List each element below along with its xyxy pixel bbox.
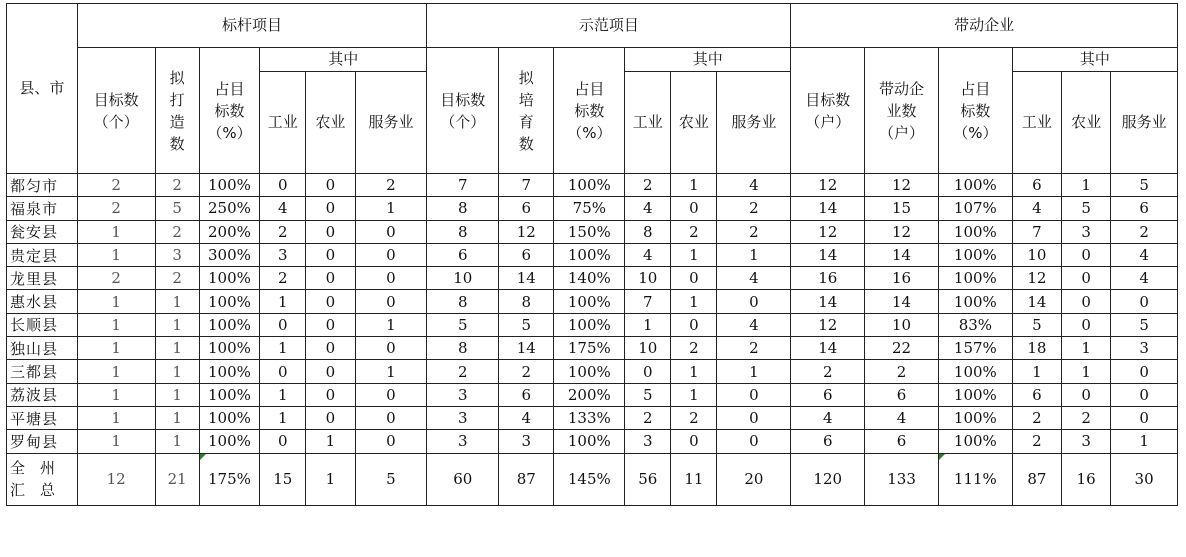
value-cell: 1 — [77, 220, 155, 243]
value-cell: 140% — [554, 267, 625, 290]
total-county-line: 汇 总 — [10, 481, 56, 500]
value-cell: 100% — [938, 360, 1012, 383]
value-cell: 5 — [499, 313, 554, 336]
value-cell: 1 — [77, 313, 155, 336]
value-cell: 83% — [938, 313, 1012, 336]
value-cell: 2 — [671, 337, 717, 360]
county-cell: 瓮安县 — [7, 220, 78, 243]
value-cell: 8 — [427, 220, 499, 243]
demo-agriculture-header: 农业 — [671, 72, 717, 174]
value-cell: 1 — [155, 337, 199, 360]
value-cell: 5 — [427, 313, 499, 336]
value-cell: 100% — [199, 337, 259, 360]
value-cell: 175% — [199, 453, 259, 505]
value-cell: 3 — [427, 406, 499, 429]
value-cell: 2 — [671, 220, 717, 243]
value-cell: 0 — [306, 290, 355, 313]
value-cell: 1 — [155, 430, 199, 453]
table-row — [7, 174, 1178, 197]
value-cell: 0 — [671, 430, 717, 453]
value-cell: 2 — [1012, 430, 1061, 453]
value-cell: 100% — [938, 383, 1012, 406]
value-cell: 1 — [671, 290, 717, 313]
value-cell: 4 — [1111, 243, 1178, 266]
value-cell: 12 — [791, 313, 865, 336]
value-cell: 6 — [1012, 383, 1061, 406]
value-cell: 2 — [77, 267, 155, 290]
benchmark-industry-header: 工业 — [260, 72, 306, 174]
value-cell: 1 — [155, 406, 199, 429]
value-cell: 0 — [1061, 383, 1110, 406]
value-cell: 2 — [865, 360, 939, 383]
value-cell: 1 — [155, 383, 199, 406]
value-cell: 0 — [306, 383, 355, 406]
benchmark-pct-header: 占目 标数 （%） — [199, 48, 259, 174]
value-cell: 0 — [1111, 290, 1178, 313]
value-cell: 100% — [938, 267, 1012, 290]
value-cell: 0 — [671, 197, 717, 220]
value-cell: 0 — [355, 406, 427, 429]
value-cell: 1 — [260, 337, 306, 360]
value-cell: 1 — [671, 174, 717, 197]
value-cell: 0 — [355, 267, 427, 290]
value-cell: 3 — [1061, 220, 1110, 243]
value-cell: 12 — [865, 220, 939, 243]
value-cell: 56 — [625, 453, 671, 505]
value-cell: 2 — [77, 197, 155, 220]
group-header-demo: 示范项目 — [427, 4, 791, 48]
value-cell: 0 — [355, 290, 427, 313]
value-cell: 0 — [306, 313, 355, 336]
value-cell: 0 — [717, 430, 791, 453]
county-cell: 独山县 — [7, 337, 78, 360]
value-cell: 10 — [427, 267, 499, 290]
value-cell: 100% — [554, 313, 625, 336]
value-cell: 100% — [199, 290, 259, 313]
value-cell: 0 — [306, 267, 355, 290]
value-cell: 8 — [499, 290, 554, 313]
county-cell: 平塘县 — [7, 406, 78, 429]
value-cell: 1 — [155, 313, 199, 336]
table-row — [7, 406, 1178, 429]
value-cell: 0 — [355, 430, 427, 453]
value-cell: 1 — [671, 360, 717, 383]
value-cell: 1 — [671, 383, 717, 406]
value-cell: 111% — [938, 453, 1012, 505]
value-cell: 14 — [791, 197, 865, 220]
value-cell: 1 — [77, 406, 155, 429]
value-cell: 87 — [1012, 453, 1061, 505]
value-cell: 2 — [155, 220, 199, 243]
value-cell: 1 — [1111, 430, 1178, 453]
value-cell: 2 — [625, 406, 671, 429]
table-body — [7, 174, 1178, 506]
county-cell: 龙里县 — [7, 267, 78, 290]
demo-planned-header: 拟 培 育 数 — [499, 48, 554, 174]
value-cell: 0 — [306, 197, 355, 220]
value-cell: 1 — [1012, 360, 1061, 383]
cell-comment-marker — [939, 454, 945, 460]
value-cell: 2 — [1111, 220, 1178, 243]
value-cell: 133 — [865, 453, 939, 505]
value-cell: 15 — [865, 197, 939, 220]
value-cell: 2 — [260, 267, 306, 290]
value-cell: 250% — [199, 197, 259, 220]
value-cell: 14 — [791, 290, 865, 313]
value-cell: 2 — [355, 174, 427, 197]
table-row — [7, 337, 1178, 360]
value-cell: 6 — [865, 383, 939, 406]
value-cell: 14 — [791, 243, 865, 266]
value-cell: 150% — [554, 220, 625, 243]
value-cell: 16 — [865, 267, 939, 290]
value-cell: 10 — [865, 313, 939, 336]
table-row — [7, 383, 1178, 406]
value-cell: 6 — [427, 243, 499, 266]
value-cell: 4 — [260, 197, 306, 220]
county-cell: 三都县 — [7, 360, 78, 383]
value-cell: 14 — [499, 267, 554, 290]
value-cell: 1 — [77, 430, 155, 453]
value-cell: 11 — [671, 453, 717, 505]
value-cell: 100% — [199, 360, 259, 383]
value-cell: 100% — [554, 360, 625, 383]
value-cell: 2 — [717, 220, 791, 243]
benchmark-target-header: 目标数 （个） — [77, 48, 155, 174]
benchmark-planned-header: 拟 打 造 数 — [155, 48, 199, 174]
value-cell: 3 — [1061, 430, 1110, 453]
value-cell: 0 — [306, 220, 355, 243]
value-cell: 200% — [199, 220, 259, 243]
value-cell: 4 — [1012, 197, 1061, 220]
value-cell: 14 — [865, 243, 939, 266]
value-cell: 6 — [865, 430, 939, 453]
value-cell: 0 — [1061, 243, 1110, 266]
group-header-enterprise: 带动企业 — [791, 4, 1178, 48]
value-cell: 6 — [499, 243, 554, 266]
enterprise-pct-header: 占目 标数 （%） — [938, 48, 1012, 174]
value-cell: 7 — [499, 174, 554, 197]
table-row — [7, 197, 1178, 220]
value-cell: 20 — [717, 453, 791, 505]
value-cell: 60 — [427, 453, 499, 505]
demo-service-header: 服务业 — [717, 72, 791, 174]
value-cell: 8 — [427, 290, 499, 313]
value-cell: 4 — [625, 197, 671, 220]
value-cell: 1 — [77, 383, 155, 406]
value-cell: 100% — [938, 290, 1012, 313]
county-cell: 罗甸县 — [7, 430, 78, 453]
table-wrapper — [6, 3, 1178, 506]
demo-target-header: 目标数 （个） — [427, 48, 499, 174]
value-cell: 8 — [427, 197, 499, 220]
value-cell: 0 — [1111, 383, 1178, 406]
value-cell: 0 — [260, 313, 306, 336]
value-cell: 0 — [1061, 313, 1110, 336]
value-cell: 4 — [499, 406, 554, 429]
value-cell: 120 — [791, 453, 865, 505]
county-cell: 荔波县 — [7, 383, 78, 406]
value-cell: 12 — [1012, 267, 1061, 290]
value-cell: 6 — [499, 197, 554, 220]
value-cell: 3 — [260, 243, 306, 266]
value-cell: 5 — [355, 453, 427, 505]
value-cell: 1 — [306, 430, 355, 453]
value-cell: 0 — [717, 383, 791, 406]
value-cell: 1 — [625, 313, 671, 336]
county-cell: 福泉市 — [7, 197, 78, 220]
enterprise-planned-header: 带动企 业数 （户） — [865, 48, 939, 174]
value-cell: 12 — [791, 220, 865, 243]
demo-industry-header: 工业 — [625, 72, 671, 174]
value-cell: 0 — [355, 243, 427, 266]
value-cell: 3 — [427, 430, 499, 453]
value-cell: 75% — [554, 197, 625, 220]
value-cell: 100% — [199, 313, 259, 336]
value-cell: 21 — [155, 453, 199, 505]
value-cell: 6 — [1012, 174, 1061, 197]
value-cell: 2 — [1061, 406, 1110, 429]
value-cell: 12 — [77, 453, 155, 505]
value-cell: 5 — [1061, 197, 1110, 220]
table-row — [7, 430, 1178, 453]
value-cell: 5 — [1111, 313, 1178, 336]
value-cell: 0 — [306, 406, 355, 429]
value-cell: 7 — [1012, 220, 1061, 243]
statistics-table — [6, 3, 1178, 506]
table-row — [7, 220, 1178, 243]
value-cell: 100% — [938, 243, 1012, 266]
group-header-benchmark: 标杆项目 — [77, 4, 427, 48]
value-cell: 5 — [1111, 174, 1178, 197]
cell-comment-marker — [200, 454, 206, 460]
value-cell: 1 — [355, 197, 427, 220]
table-row — [7, 313, 1178, 336]
value-cell: 5 — [1012, 313, 1061, 336]
value-cell: 0 — [1111, 406, 1178, 429]
table-row — [7, 360, 1178, 383]
value-cell: 175% — [554, 337, 625, 360]
value-cell: 1 — [77, 360, 155, 383]
value-cell: 100% — [199, 174, 259, 197]
enterprise-industry-header: 工业 — [1012, 72, 1061, 174]
value-cell: 2 — [155, 267, 199, 290]
table-row — [7, 243, 1178, 266]
demo-pct-header: 占目 标数 （%） — [554, 48, 625, 174]
enterprise-target-header: 目标数 （户） — [791, 48, 865, 174]
value-cell: 0 — [260, 430, 306, 453]
enterprise-service-header: 服务业 — [1111, 72, 1178, 174]
value-cell: 100% — [938, 220, 1012, 243]
value-cell: 1 — [1061, 337, 1110, 360]
value-cell: 10 — [625, 267, 671, 290]
value-cell: 3 — [1111, 337, 1178, 360]
value-cell: 12 — [791, 174, 865, 197]
value-cell: 200% — [554, 383, 625, 406]
value-cell: 16 — [791, 267, 865, 290]
value-cell: 14 — [865, 290, 939, 313]
value-cell: 8 — [625, 220, 671, 243]
value-cell: 0 — [625, 360, 671, 383]
value-cell: 1 — [717, 243, 791, 266]
value-cell: 1 — [355, 360, 427, 383]
value-cell: 5 — [625, 383, 671, 406]
value-cell: 2 — [791, 360, 865, 383]
value-cell: 4 — [865, 406, 939, 429]
value-cell: 16 — [1061, 453, 1110, 505]
county-cell — [7, 453, 78, 505]
value-cell: 12 — [499, 220, 554, 243]
value-cell: 6 — [1111, 197, 1178, 220]
value-cell: 100% — [199, 383, 259, 406]
value-cell: 0 — [1061, 267, 1110, 290]
value-cell: 22 — [865, 337, 939, 360]
value-cell: 4 — [625, 243, 671, 266]
value-cell: 0 — [355, 383, 427, 406]
value-cell: 2 — [260, 220, 306, 243]
value-cell: 6 — [499, 383, 554, 406]
value-cell: 300% — [199, 243, 259, 266]
value-cell: 100% — [199, 430, 259, 453]
value-cell: 100% — [554, 290, 625, 313]
value-cell: 2 — [155, 174, 199, 197]
enterprise-subgroup-header: 其中 — [1012, 48, 1177, 72]
value-cell: 1 — [260, 383, 306, 406]
total-county-line: 全 州 — [10, 459, 56, 478]
value-cell: 1 — [306, 453, 355, 505]
value-cell: 1 — [717, 360, 791, 383]
value-cell: 1 — [1061, 360, 1110, 383]
value-cell: 100% — [554, 430, 625, 453]
value-cell: 1 — [671, 243, 717, 266]
county-cell: 长顺县 — [7, 313, 78, 336]
value-cell: 1 — [260, 406, 306, 429]
value-cell: 18 — [1012, 337, 1061, 360]
value-cell: 4 — [717, 267, 791, 290]
enterprise-agriculture-header: 农业 — [1061, 72, 1110, 174]
county-cell: 惠水县 — [7, 290, 78, 313]
value-cell: 2 — [1012, 406, 1061, 429]
value-cell: 4 — [717, 313, 791, 336]
table-row — [7, 290, 1178, 313]
value-cell: 2 — [427, 360, 499, 383]
county-cell: 贵定县 — [7, 243, 78, 266]
value-cell: 4 — [791, 406, 865, 429]
value-cell: 1 — [355, 313, 427, 336]
value-cell: 0 — [306, 243, 355, 266]
value-cell: 100% — [199, 267, 259, 290]
value-cell: 3 — [155, 243, 199, 266]
value-cell: 100% — [938, 406, 1012, 429]
value-cell: 30 — [1111, 453, 1178, 505]
value-cell: 1 — [260, 290, 306, 313]
benchmark-subgroup-header: 其中 — [260, 48, 427, 72]
value-cell: 12 — [865, 174, 939, 197]
value-cell: 2 — [499, 360, 554, 383]
value-cell: 6 — [791, 430, 865, 453]
value-cell: 3 — [499, 430, 554, 453]
value-cell: 3 — [625, 430, 671, 453]
value-cell: 2 — [717, 197, 791, 220]
value-cell: 107% — [938, 197, 1012, 220]
value-cell: 133% — [554, 406, 625, 429]
value-cell: 14 — [1012, 290, 1061, 313]
value-cell: 100% — [554, 243, 625, 266]
value-cell: 10 — [1012, 243, 1061, 266]
value-cell: 1 — [155, 360, 199, 383]
value-cell: 0 — [671, 313, 717, 336]
value-cell: 2 — [625, 174, 671, 197]
value-cell: 0 — [306, 360, 355, 383]
value-cell: 4 — [717, 174, 791, 197]
value-cell: 0 — [671, 267, 717, 290]
total-row — [7, 453, 1178, 505]
value-cell: 3 — [427, 383, 499, 406]
value-cell: 0 — [1061, 290, 1110, 313]
value-cell: 157% — [938, 337, 1012, 360]
value-cell: 0 — [260, 174, 306, 197]
value-cell: 2 — [717, 337, 791, 360]
benchmark-service-header: 服务业 — [355, 72, 427, 174]
value-cell: 0 — [355, 220, 427, 243]
value-cell: 0 — [355, 337, 427, 360]
value-cell: 10 — [625, 337, 671, 360]
county-header: 县、市 — [7, 4, 78, 174]
value-cell: 0 — [1111, 360, 1178, 383]
value-cell: 145% — [554, 453, 625, 505]
value-cell: 1 — [77, 290, 155, 313]
value-cell: 0 — [306, 174, 355, 197]
county-cell: 都匀市 — [7, 174, 78, 197]
value-cell: 1 — [1061, 174, 1110, 197]
value-cell: 1 — [77, 337, 155, 360]
value-cell: 100% — [938, 174, 1012, 197]
table-row — [7, 267, 1178, 290]
value-cell: 8 — [427, 337, 499, 360]
value-cell: 2 — [671, 406, 717, 429]
demo-subgroup-header: 其中 — [625, 48, 791, 72]
value-cell: 87 — [499, 453, 554, 505]
value-cell: 1 — [77, 243, 155, 266]
value-cell: 0 — [717, 406, 791, 429]
value-cell: 4 — [1111, 267, 1178, 290]
value-cell: 0 — [306, 337, 355, 360]
value-cell: 7 — [625, 290, 671, 313]
value-cell: 100% — [938, 430, 1012, 453]
value-cell: 0 — [260, 360, 306, 383]
value-cell: 15 — [260, 453, 306, 505]
value-cell: 1 — [155, 290, 199, 313]
value-cell: 100% — [199, 406, 259, 429]
value-cell: 6 — [791, 383, 865, 406]
value-cell: 2 — [77, 174, 155, 197]
value-cell: 7 — [427, 174, 499, 197]
value-cell: 14 — [499, 337, 554, 360]
value-cell: 100% — [554, 174, 625, 197]
value-cell: 0 — [717, 290, 791, 313]
value-cell: 5 — [155, 197, 199, 220]
value-cell: 14 — [791, 337, 865, 360]
benchmark-agriculture-header: 农业 — [306, 72, 355, 174]
